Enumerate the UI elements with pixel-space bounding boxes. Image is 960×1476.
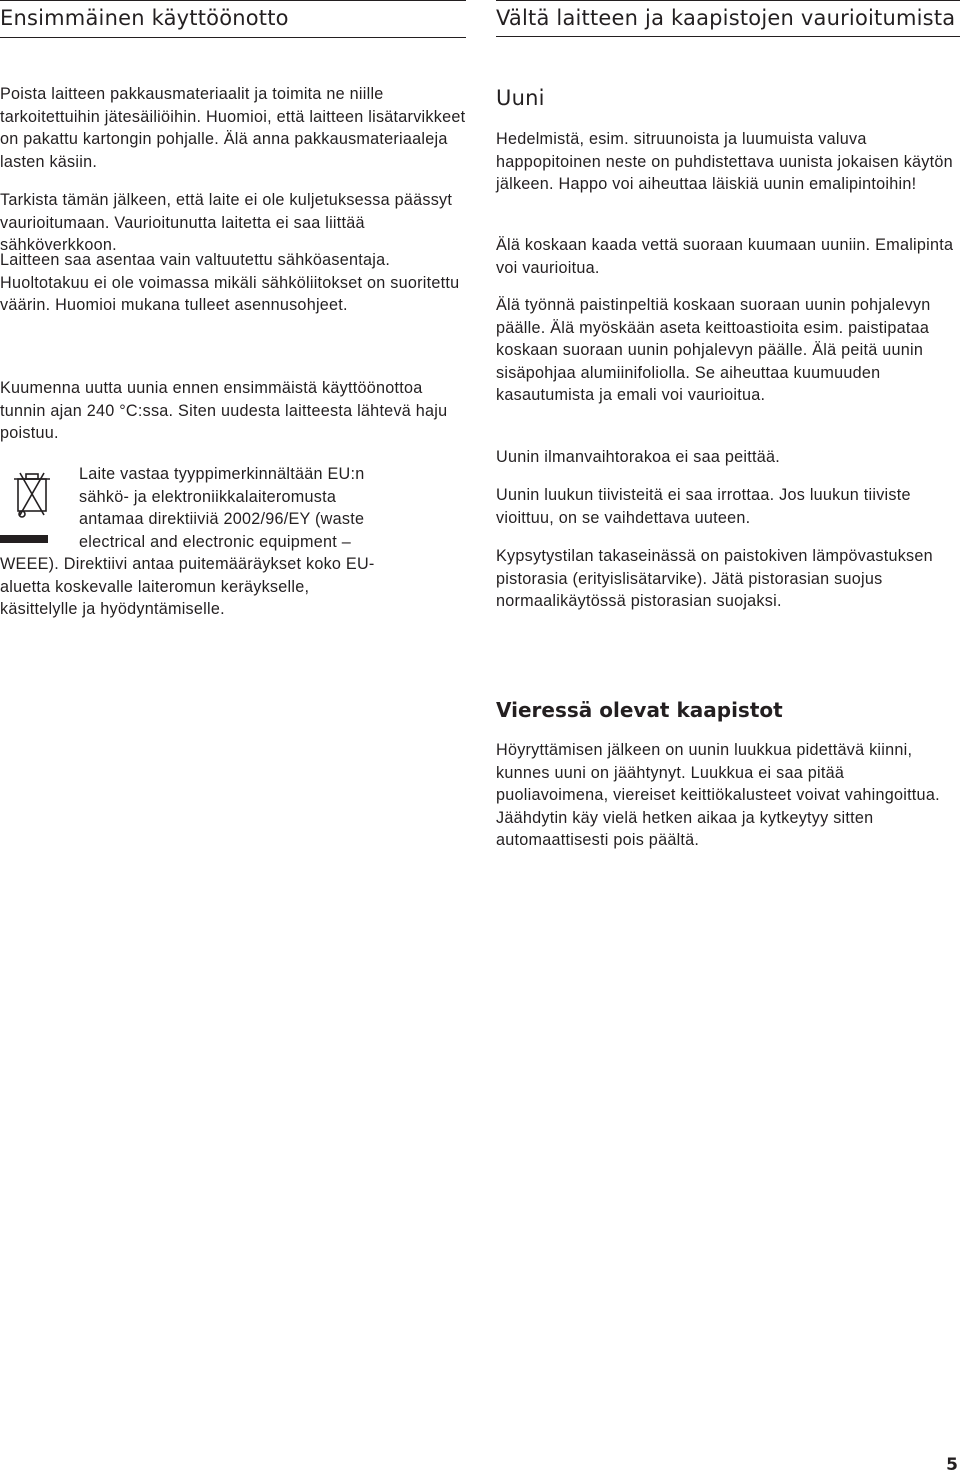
weee-line: WEEE). Direktiivi antaa puitemääräykset koko EU- xyxy=(0,555,375,573)
paragraph-ventilation: Uunin ilmanvaihtorakoa ei saa peittää. xyxy=(496,448,780,466)
weee-line: aluetta koskevalle laiteromun keräykselle, xyxy=(0,577,310,596)
paragraph-first-heating: Kuumenna uutta uunia ennen ensimmäistä käyttöönottoa tunnin ajan 240 °C:ssa. Siten uudesta laitteesta lähtevä haju poistuu. xyxy=(0,379,448,443)
weee-line: antamaa direktiiviä 2002/96/EY (waste xyxy=(79,510,365,529)
weee-text-continued xyxy=(0,553,466,621)
paragraph-inspection: Tarkista tämän jälkeen, että laite ei ole kuljetuksessa päässyt vaurioitumaan. Vaurioitunutta laitetta ei saa liittää sähköverkkoon. xyxy=(0,191,453,255)
weee-line: Laite vastaa tyyppimerkinnältään EU:n xyxy=(79,465,365,483)
paragraph-acid: Hedelmistä, esim. sitruunoista ja luumuista valuva happopitoinen neste on puhdistettava uunista jokaisen käytön jälkeen. Happo voi aiheuttaa läiskiä uunin emalipintoihin! xyxy=(496,130,953,194)
weee-crossed-bin-icon xyxy=(0,463,64,543)
weee-line: käsittelylle ja hyödyntämiselle. xyxy=(0,600,225,619)
paragraph-door-seal: Uunin luukun tiivisteitä ei saa irrottaa. Jos luukun tiiviste vioittuu, on se vaihdettava uuteen. xyxy=(496,486,911,527)
weee-notice xyxy=(0,463,466,623)
weee-line: electrical and electronic equipment – xyxy=(79,532,351,551)
paragraph-installation: Laitteen saa asentaa vain valtuutettu sähköasentaja. Huoltotakuu ei ole voimassa mikäli sähköliitokset on suoritettu väärin. Huomioi mukana tulleet asennusohjeet. xyxy=(0,251,460,315)
page-number: 5 xyxy=(946,1455,958,1475)
weee-text-block xyxy=(79,463,466,553)
section-heading-avoid-damage: Vältä laitteen ja kaapistojen vaurioitumista xyxy=(496,0,960,37)
paragraph-baking-tray: Älä työnnä paistinpeltiä koskaan suoraan uunin pohjalevyn päälle. Älä myöskään aseta keittoastioita esim. paistipataa koskaan suoraan uunin pohjalevyn päälle. Älä peitä uunin sisäpohjaa alumiinifoliolla. Se aiheuttaa kuumuuden kasautumista ja emali voi vaurioitua. xyxy=(496,296,931,405)
weee-line: sähkö- ja elektroniikkalaiteromusta xyxy=(79,487,337,506)
paragraph-packaging: Poista laitteen pakkausmateriaalit ja toimita ne niille tarkoitettuihin jätesäiliöihin. Huomioi, että laitteen lisätarvikkeet on pakattu kartongin pohjalle. Älä anna pakkausmateriaaleja lasten käsiin. xyxy=(0,85,466,171)
paragraph-socket: Kypsytystilan takaseinässä on paistokiven lämpövastuksen pistorasia (erityislisätarvike). Jätä pistorasian suojus normaalikäytössä pistorasian suojaksi. xyxy=(496,547,933,611)
section-heading-first-use: Ensimmäinen käyttöönotto xyxy=(0,0,466,38)
paragraph-water: Älä koskaan kaada vettä suoraan kuumaan uuniin. Emalipinta voi vaurioitua. xyxy=(496,236,954,277)
paragraph-cabinets: Höyryttämisen jälkeen on uunin luukkua pidettävä kiinni, kunnes uuni on jäähtynyt. Luukkua ei saa pitää puoliavoimena, viereiset keittiökalusteet voivat vahingoittua. Jäähdytin käy vielä hetken aikaa ja kytkeytyy sitten automaattisesti pois päältä. xyxy=(496,741,940,850)
heading-adjacent-cabinets: Vieressä olevat kaapistot xyxy=(496,698,783,722)
subheading-oven: Uuni xyxy=(496,86,545,110)
